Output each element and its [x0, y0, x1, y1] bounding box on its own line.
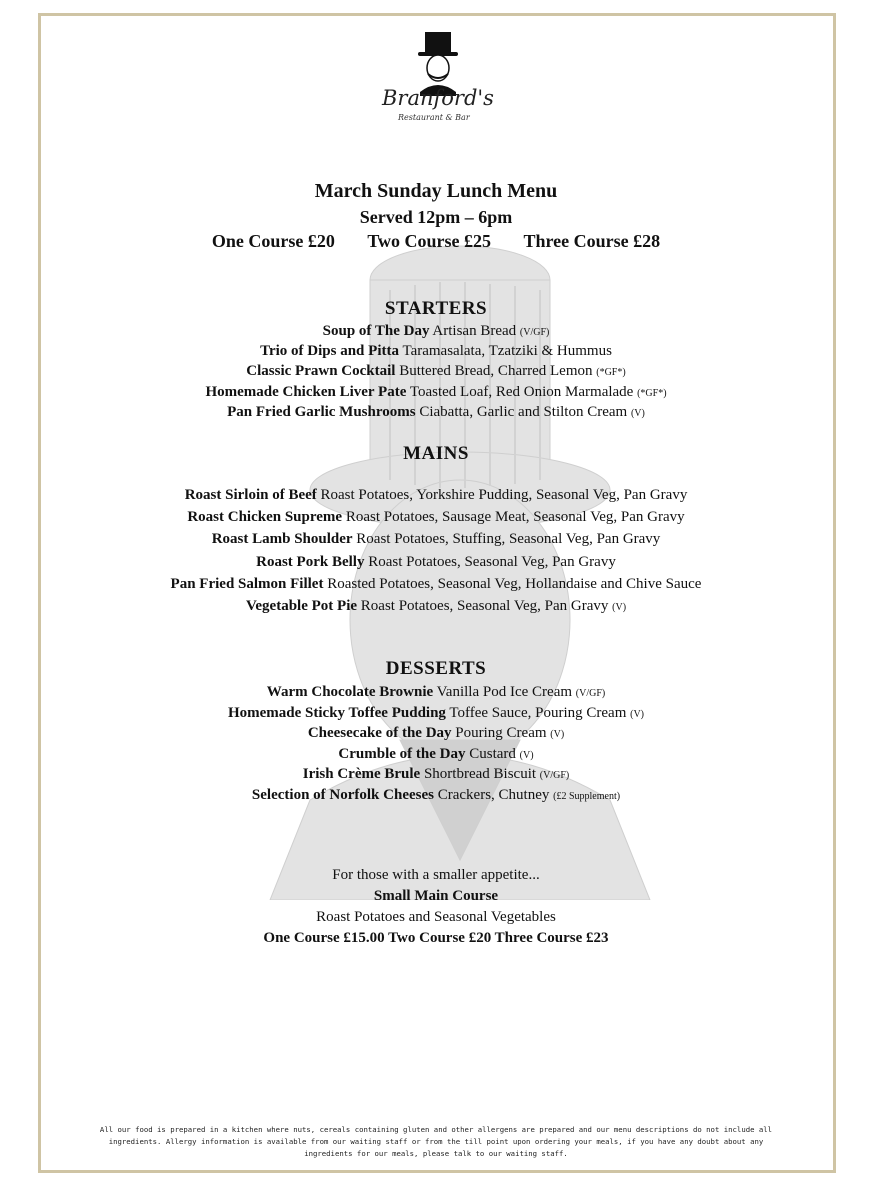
- item-desc: Pouring Cream: [455, 725, 547, 741]
- brand-name: Branford's: [382, 86, 494, 110]
- price-one-course: One Course £20: [211, 231, 335, 251]
- item-name: Vegetable Pot Pie: [245, 598, 358, 614]
- small-appetite-intro: For those with a smaller appetite...: [332, 867, 540, 883]
- menu-item: [0, 682, 872, 704]
- item-tag: (£2 Supplement): [553, 791, 621, 802]
- menu-item: [0, 785, 872, 807]
- item-desc: Custard: [469, 746, 516, 762]
- allergen-line: ingredients. Allergy information is available from our waiting staff or from the till point upon ordering your meals, if you have any doubt about any: [108, 1137, 764, 1146]
- menu-title: March Sunday Lunch Menu: [314, 180, 558, 202]
- item-desc: Roasted Potatoes, Seasonal Veg, Hollandaise and Chive Sauce: [327, 576, 702, 592]
- allergen-notice: [50, 1124, 822, 1160]
- brand-subtitle: Restaurant & Bar: [398, 113, 470, 122]
- item-desc: Artisan Bread: [432, 323, 517, 339]
- price-three-course: Three Course £28: [523, 231, 661, 251]
- item-name: Trio of Dips and Pitta: [260, 343, 399, 359]
- allergen-line: All our food is prepared in a kitchen where nuts, cereals containing gluten and other allergens are prepared and our menu descriptions do not include all: [99, 1125, 773, 1134]
- menu-item: [0, 382, 872, 404]
- allergen-line: ingredients for our meals, please talk to our waiting staff.: [304, 1149, 568, 1158]
- menu-item: [0, 703, 872, 725]
- price-two-course: Two Course £25: [367, 231, 491, 251]
- item-tag: (V/GF): [539, 770, 570, 781]
- item-desc: Toffee Sauce, Pouring Cream: [449, 705, 627, 721]
- item-desc: Toasted Loaf, Red Onion Marmalade: [409, 384, 634, 400]
- item-name: Selection of Norfolk Cheeses: [251, 787, 434, 803]
- small-main-prices: One Course £15.00 Two Course £20 Three Course £23: [263, 930, 609, 946]
- menu-item: [0, 764, 872, 786]
- item-name: Pan Fried Garlic Mushrooms: [227, 404, 416, 420]
- item-name: Warm Chocolate Brownie: [266, 684, 434, 700]
- served-hours: Served 12pm – 6pm: [359, 207, 513, 227]
- item-desc: Ciabatta, Garlic and Stilton Cream: [419, 404, 628, 420]
- item-desc: Vanilla Pod Ice Cream: [436, 684, 573, 700]
- menu-item: [0, 744, 872, 766]
- menu-item: [0, 361, 872, 383]
- item-name: Classic Prawn Cocktail: [246, 363, 396, 379]
- item-desc: Buttered Bread, Charred Lemon: [399, 363, 593, 379]
- item-desc: Roast Potatoes, Yorkshire Pudding, Seasonal Veg, Pan Gravy: [320, 487, 688, 503]
- item-name: Roast Lamb Shoulder: [211, 531, 353, 547]
- item-tag: (V): [612, 602, 627, 613]
- item-desc: Roast Potatoes, Sausage Meat, Seasonal Veg, Pan Gravy: [345, 509, 685, 525]
- item-name: Cheesecake of the Day: [307, 725, 452, 741]
- item-name: Roast Pork Belly: [256, 554, 365, 570]
- item-tag: (V): [630, 709, 644, 720]
- desserts-heading: DESSERTS: [385, 658, 487, 679]
- item-desc: Roast Potatoes, Seasonal Veg, Pan Gravy: [368, 554, 616, 570]
- item-tag: (V/GF): [519, 327, 550, 338]
- item-desc: Roast Potatoes, Seasonal Veg, Pan Gravy: [360, 598, 609, 614]
- item-tag: (V): [519, 750, 534, 761]
- item-tag: (V/GF): [575, 688, 606, 699]
- item-tag: (*GF*): [637, 388, 667, 399]
- item-tag: (V): [630, 408, 645, 419]
- menu-item: [0, 485, 872, 505]
- menu-item: [0, 552, 872, 572]
- item-name: Pan Fried Salmon Fillet: [170, 576, 324, 592]
- item-tag: (V): [550, 729, 565, 740]
- item-name: Roast Sirloin of Beef: [184, 487, 317, 503]
- item-tag: (*GF*): [596, 367, 626, 378]
- small-main-title: Small Main Course: [373, 888, 499, 904]
- item-name: Homemade Chicken Liver Pate: [205, 384, 407, 400]
- item-name: Crumble of the Day: [338, 746, 466, 762]
- item-name: Soup of The Day: [322, 323, 430, 339]
- menu-item: [0, 321, 872, 343]
- item-desc: Taramasalata, Tzatziki & Hummus: [402, 343, 612, 359]
- item-name: Roast Chicken Supreme: [187, 509, 343, 525]
- item-desc: Crackers, Chutney: [437, 787, 550, 803]
- menu-item: [0, 596, 872, 618]
- mains-heading: MAINS: [403, 443, 469, 464]
- menu-item: [0, 574, 872, 594]
- item-desc: Roast Potatoes, Stuffing, Seasonal Veg, Pan Gravy: [356, 531, 661, 547]
- item-name: Irish Crème Brule: [302, 766, 421, 782]
- menu-item: [0, 402, 872, 424]
- starters-heading: STARTERS: [384, 298, 488, 319]
- menu-item: [0, 723, 872, 745]
- course-prices: [0, 231, 872, 251]
- menu-item: [0, 529, 872, 549]
- small-main-desc: Roast Potatoes and Seasonal Vegetables: [316, 909, 556, 925]
- item-name: Homemade Sticky Toffee Pudding: [227, 705, 446, 721]
- menu-item: [0, 507, 872, 527]
- menu-item: [0, 341, 872, 361]
- item-desc: Shortbread Biscuit: [423, 766, 537, 782]
